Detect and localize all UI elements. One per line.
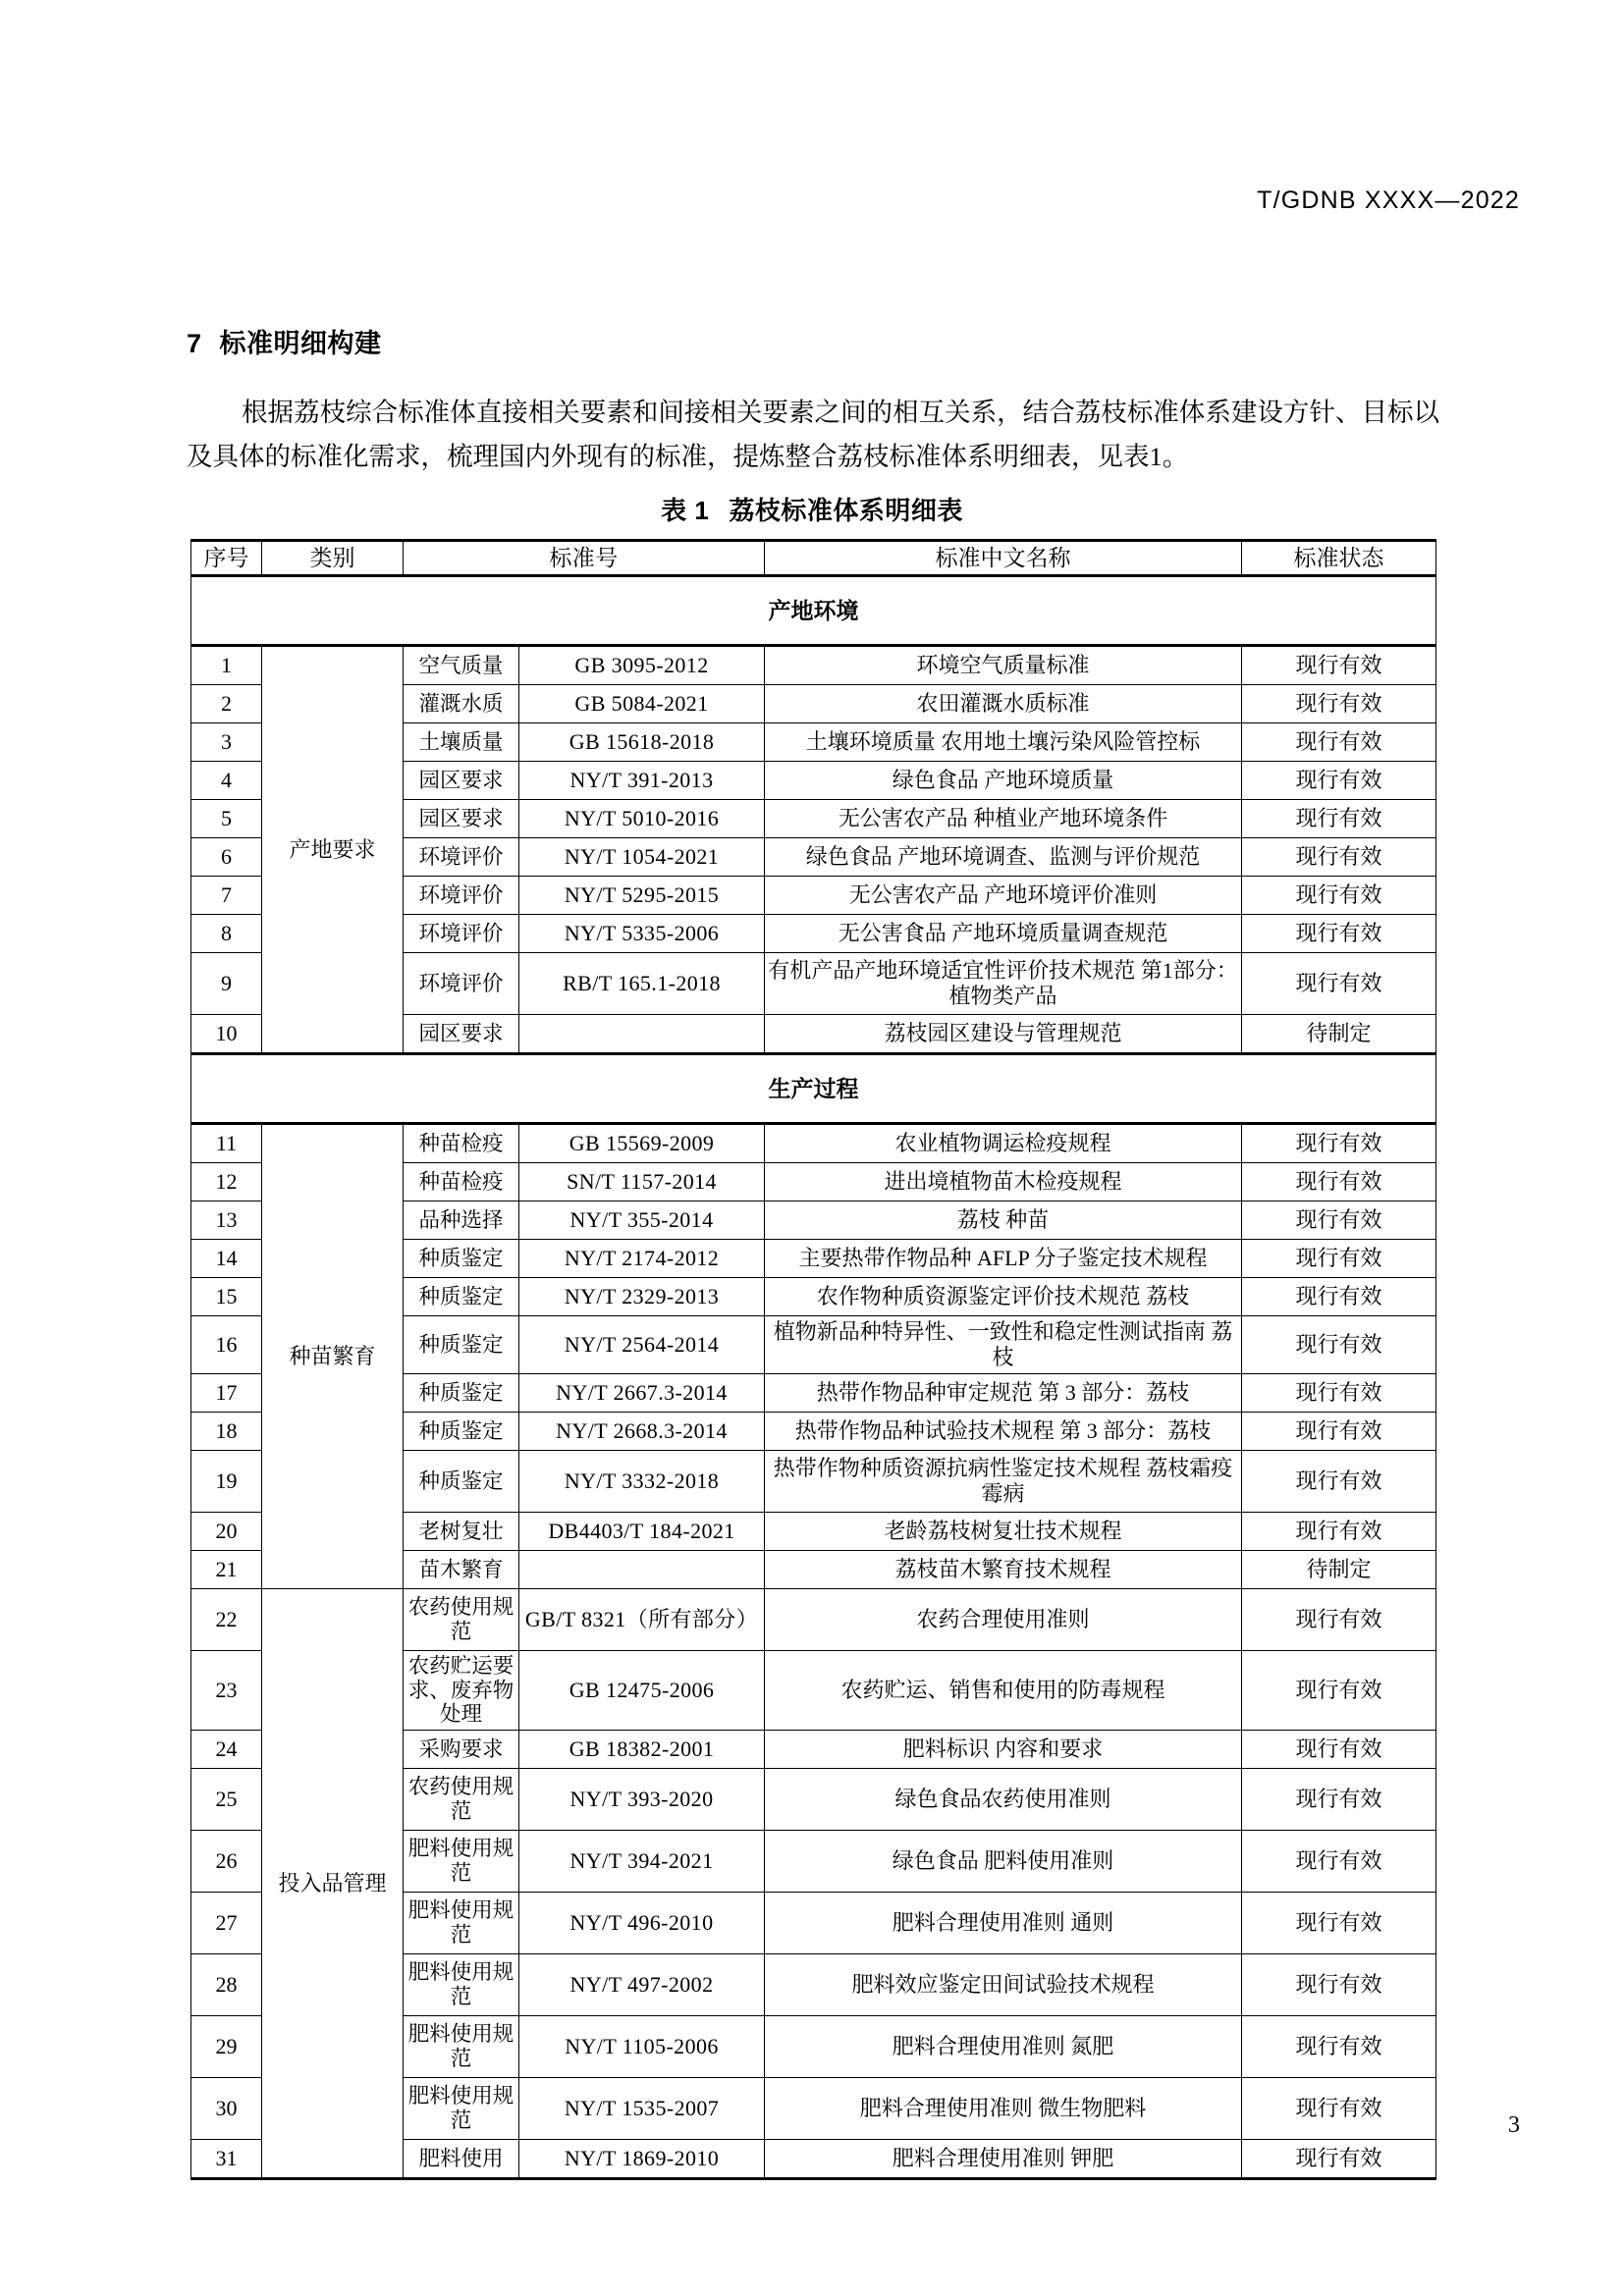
- column-header-name: 标准中文名称: [765, 541, 1242, 576]
- cell-no: 7: [191, 877, 262, 915]
- cell-standard-code: NY/T 496-2010: [519, 1893, 765, 1954]
- cell-standard-name: 植物新品种特异性、一致性和稳定性测试指南 荔枝: [765, 1316, 1242, 1374]
- cell-standard-state: 现行有效: [1242, 1954, 1436, 2016]
- cell-category: 投入品管理: [262, 1589, 404, 2179]
- cell-standard-state: 现行有效: [1242, 1163, 1436, 1201]
- cell-standard-name: 绿色食品 产地环境调查、监测与评价规范: [765, 838, 1242, 877]
- cell-subcategory: 肥料使用规范: [404, 2016, 519, 2078]
- cell-subcategory: 种质鉴定: [404, 1413, 519, 1451]
- cell-subcategory: 空气质量: [404, 646, 519, 685]
- cell-subcategory: 种质鉴定: [404, 1278, 519, 1316]
- cell-standard-code: NY/T 2174-2012: [519, 1240, 765, 1278]
- column-header-state: 标准状态: [1242, 541, 1436, 576]
- cell-subcategory: 肥料使用规范: [404, 1831, 519, 1893]
- cell-no: 10: [191, 1015, 262, 1054]
- cell-subcategory: 采购要求: [404, 1731, 519, 1769]
- cell-standard-code: GB/T 8321（所有部分）: [519, 1589, 765, 1651]
- cell-no: 1: [191, 646, 262, 685]
- cell-standard-name: 肥料合理使用准则 通则: [765, 1893, 1242, 1954]
- cell-standard-code: [519, 1015, 765, 1054]
- cell-standard-state: 现行有效: [1242, 1413, 1436, 1451]
- cell-standard-code: NY/T 1535-2007: [519, 2078, 765, 2140]
- cell-standard-name: 无公害食品 产地环境质量调查规范: [765, 915, 1242, 953]
- cell-standard-name: 肥料合理使用准则 钾肥: [765, 2140, 1242, 2179]
- table-row: [191, 646, 1436, 685]
- cell-standard-code: NY/T 1105-2006: [519, 2016, 765, 2078]
- cell-standard-state: 现行有效: [1242, 838, 1436, 877]
- cell-no: 30: [191, 2078, 262, 2140]
- cell-standard-name: 热带作物品种试验技术规程 第 3 部分：荔枝: [765, 1413, 1242, 1451]
- cell-subcategory: 园区要求: [404, 800, 519, 838]
- column-header-code: 标准号: [404, 541, 765, 576]
- cell-standard-code: GB 18382-2001: [519, 1731, 765, 1769]
- cell-standard-name: 荔枝苗木繁育技术规程: [765, 1551, 1242, 1589]
- cell-no: 17: [191, 1374, 262, 1413]
- page-number: 3: [1508, 2112, 1520, 2138]
- cell-standard-name: 无公害农产品 产地环境评价准则: [765, 877, 1242, 915]
- cell-subcategory: 园区要求: [404, 762, 519, 800]
- cell-standard-code: DB4403/T 184-2021: [519, 1513, 765, 1551]
- cell-standard-code: NY/T 2668.3-2014: [519, 1413, 765, 1451]
- cell-standard-state: 现行有效: [1242, 646, 1436, 685]
- cell-subcategory: 种质鉴定: [404, 1374, 519, 1413]
- cell-no: 22: [191, 1589, 262, 1651]
- cell-standard-state: 现行有效: [1242, 1201, 1436, 1240]
- cell-standard-code: GB 3095-2012: [519, 646, 765, 685]
- cell-standard-state: 现行有效: [1242, 1513, 1436, 1551]
- cell-standard-name: 老龄荔枝树复壮技术规程: [765, 1513, 1242, 1551]
- cell-no: 4: [191, 762, 262, 800]
- cell-category: 种苗繁育: [262, 1124, 404, 1589]
- cell-category: 产地要求: [262, 646, 404, 1054]
- cell-no: 24: [191, 1731, 262, 1769]
- cell-no: 20: [191, 1513, 262, 1551]
- cell-standard-name: 肥料标识 内容和要求: [765, 1731, 1242, 1769]
- cell-standard-name: 肥料效应鉴定田间试验技术规程: [765, 1954, 1242, 2016]
- cell-standard-name: 荔枝 种苗: [765, 1201, 1242, 1240]
- column-header-no: 序号: [191, 541, 262, 576]
- cell-standard-state: 现行有效: [1242, 915, 1436, 953]
- cell-no: 14: [191, 1240, 262, 1278]
- cell-standard-code: NY/T 1869-2010: [519, 2140, 765, 2179]
- cell-standard-state: 现行有效: [1242, 1240, 1436, 1278]
- cell-no: 2: [191, 685, 262, 723]
- cell-standard-name: 农药合理使用准则: [765, 1589, 1242, 1651]
- cell-standard-code: GB 5084-2021: [519, 685, 765, 723]
- cell-standard-name: 肥料合理使用准则 微生物肥料: [765, 2078, 1242, 2140]
- cell-standard-state: 现行有效: [1242, 1893, 1436, 1954]
- cell-standard-code: NY/T 1054-2021: [519, 838, 765, 877]
- cell-standard-code: NY/T 394-2021: [519, 1831, 765, 1893]
- cell-subcategory: 灌溉水质: [404, 685, 519, 723]
- cell-standard-name: 进出境植物苗木检疫规程: [765, 1163, 1242, 1201]
- cell-standard-name: 绿色食品 产地环境质量: [765, 762, 1242, 800]
- cell-standard-state: 现行有效: [1242, 1124, 1436, 1163]
- cell-standard-code: NY/T 2329-2013: [519, 1278, 765, 1316]
- cell-standard-state: 现行有效: [1242, 1769, 1436, 1831]
- cell-standard-code: NY/T 391-2013: [519, 762, 765, 800]
- table-caption-number: 表 1: [661, 496, 710, 525]
- cell-no: 9: [191, 953, 262, 1015]
- cell-subcategory: 肥料使用规范: [404, 2078, 519, 2140]
- cell-no: 8: [191, 915, 262, 953]
- cell-standard-state: 现行有效: [1242, 1451, 1436, 1513]
- cell-standard-name: 土壤环境质量 农用地土壤污染风险管控标: [765, 723, 1242, 762]
- cell-standard-state: 现行有效: [1242, 1278, 1436, 1316]
- cell-standard-code: SN/T 1157-2014: [519, 1163, 765, 1201]
- table-header-row: [191, 541, 1436, 576]
- cell-no: 31: [191, 2140, 262, 2179]
- cell-standard-name: 主要热带作物品种 AFLP 分子鉴定技术规程: [765, 1240, 1242, 1278]
- cell-standard-state: 现行有效: [1242, 877, 1436, 915]
- cell-standard-code: NY/T 5010-2016: [519, 800, 765, 838]
- cell-subcategory: 品种选择: [404, 1201, 519, 1240]
- cell-subcategory: 肥料使用规范: [404, 1954, 519, 2016]
- cell-no: 3: [191, 723, 262, 762]
- cell-standard-code: NY/T 497-2002: [519, 1954, 765, 2016]
- cell-subcategory: 土壤质量: [404, 723, 519, 762]
- cell-standard-state: 待制定: [1242, 1551, 1436, 1589]
- standards-table: [190, 539, 1436, 2180]
- cell-standard-state: 现行有效: [1242, 2078, 1436, 2140]
- cell-no: 18: [191, 1413, 262, 1451]
- cell-standard-name: 农田灌溉水质标准: [765, 685, 1242, 723]
- cell-subcategory: 种质鉴定: [404, 1316, 519, 1374]
- cell-subcategory: 农药使用规范: [404, 1769, 519, 1831]
- column-header-category: 类别: [262, 541, 404, 576]
- cell-subcategory: 肥料使用: [404, 2140, 519, 2179]
- cell-no: 5: [191, 800, 262, 838]
- cell-standard-state: 现行有效: [1242, 1651, 1436, 1731]
- cell-subcategory: 农药贮运要求、废弃物处理: [404, 1651, 519, 1731]
- cell-standard-code: NY/T 5335-2006: [519, 915, 765, 953]
- cell-subcategory: 种苗检疫: [404, 1163, 519, 1201]
- cell-standard-code: NY/T 393-2020: [519, 1769, 765, 1831]
- cell-standard-code: [519, 1551, 765, 1589]
- cell-standard-name: 农业植物调运检疫规程: [765, 1124, 1242, 1163]
- cell-standard-name: 环境空气质量标准: [765, 646, 1242, 685]
- cell-standard-state: 现行有效: [1242, 2016, 1436, 2078]
- cell-subcategory: 环境评价: [404, 877, 519, 915]
- cell-standard-state: 现行有效: [1242, 953, 1436, 1015]
- cell-no: 6: [191, 838, 262, 877]
- cell-standard-name: 绿色食品 肥料使用准则: [765, 1831, 1242, 1893]
- cell-standard-state: 现行有效: [1242, 723, 1436, 762]
- table-caption: [0, 491, 1624, 527]
- running-header: T/GDNB XXXX—2022: [1257, 187, 1520, 214]
- cell-standard-state: 现行有效: [1242, 1374, 1436, 1413]
- cell-no: 19: [191, 1451, 262, 1513]
- table-row: [191, 1124, 1436, 1163]
- table-caption-title: 荔枝标准体系明细表: [729, 496, 963, 525]
- cell-standard-name: 有机产品产地环境适宜性评价技术规范 第1部分：植物类产品: [765, 953, 1242, 1015]
- cell-standard-code: GB 15618-2018: [519, 723, 765, 762]
- cell-standard-state: 现行有效: [1242, 1831, 1436, 1893]
- cell-standard-name: 热带作物品种审定规范 第 3 部分：荔枝: [765, 1374, 1242, 1413]
- cell-subcategory: 种质鉴定: [404, 1240, 519, 1278]
- cell-subcategory: 种质鉴定: [404, 1451, 519, 1513]
- table-row: [191, 1589, 1436, 1651]
- table-group-row: [191, 576, 1436, 646]
- cell-subcategory: 环境评价: [404, 915, 519, 953]
- cell-subcategory: 苗木繁育: [404, 1551, 519, 1589]
- cell-no: 13: [191, 1201, 262, 1240]
- cell-standard-code: NY/T 5295-2015: [519, 877, 765, 915]
- group-title: 产地环境: [191, 576, 1436, 646]
- cell-standard-name: 无公害农产品 种植业产地环境条件: [765, 800, 1242, 838]
- cell-subcategory: 种苗检疫: [404, 1124, 519, 1163]
- cell-no: 25: [191, 1769, 262, 1831]
- clause-number: 7: [187, 329, 202, 358]
- cell-standard-name: 荔枝园区建设与管理规范: [765, 1015, 1242, 1054]
- cell-no: 23: [191, 1651, 262, 1731]
- cell-standard-code: GB 15569-2009: [519, 1124, 765, 1163]
- cell-no: 27: [191, 1893, 262, 1954]
- cell-no: 16: [191, 1316, 262, 1374]
- standards-table-wrap: [190, 539, 1435, 2180]
- cell-standard-name: 绿色食品农药使用准则: [765, 1769, 1242, 1831]
- cell-subcategory: 农药使用规范: [404, 1589, 519, 1651]
- cell-standard-name: 农药贮运、销售和使用的防毒规程: [765, 1651, 1242, 1731]
- cell-subcategory: 园区要求: [404, 1015, 519, 1054]
- body-paragraph: 根据荔枝综合标准体直接相关要素和间接相关要素之间的相互关系，结合荔枝标准体系建设方针、目标以及具体的标准化需求，梳理国内外现有的标准，提炼整合荔枝标准体系明细表，见表1。: [187, 398, 1439, 471]
- cell-subcategory: 老树复壮: [404, 1513, 519, 1551]
- cell-standard-code: NY/T 2564-2014: [519, 1316, 765, 1374]
- cell-standard-state: 现行有效: [1242, 685, 1436, 723]
- cell-no: 21: [191, 1551, 262, 1589]
- cell-standard-name: 热带作物种质资源抗病性鉴定技术规程 荔枝霜疫霉病: [765, 1451, 1242, 1513]
- cell-standard-state: 现行有效: [1242, 800, 1436, 838]
- table-group-row: [191, 1054, 1436, 1124]
- cell-no: 26: [191, 1831, 262, 1893]
- group-title: 生产过程: [191, 1054, 1436, 1124]
- cell-no: 29: [191, 2016, 262, 2078]
- cell-subcategory: 环境评价: [404, 838, 519, 877]
- cell-standard-name: 农作物种质资源鉴定评价技术规范 荔枝: [765, 1278, 1242, 1316]
- cell-standard-state: 现行有效: [1242, 762, 1436, 800]
- cell-standard-name: 肥料合理使用准则 氮肥: [765, 2016, 1242, 2078]
- cell-subcategory: 环境评价: [404, 953, 519, 1015]
- cell-standard-state: 现行有效: [1242, 1316, 1436, 1374]
- cell-no: 15: [191, 1278, 262, 1316]
- clause-title: 标准明细构建: [219, 329, 382, 358]
- cell-standard-state: 现行有效: [1242, 2140, 1436, 2179]
- cell-standard-code: NY/T 355-2014: [519, 1201, 765, 1240]
- cell-standard-code: GB 12475-2006: [519, 1651, 765, 1731]
- cell-no: 11: [191, 1124, 262, 1163]
- cell-standard-code: RB/T 165.1-2018: [519, 953, 765, 1015]
- clause-heading: [187, 322, 382, 360]
- cell-no: 28: [191, 1954, 262, 2016]
- cell-no: 12: [191, 1163, 262, 1201]
- cell-standard-state: 现行有效: [1242, 1589, 1436, 1651]
- cell-standard-code: NY/T 2667.3-2014: [519, 1374, 765, 1413]
- cell-standard-state: 待制定: [1242, 1015, 1436, 1054]
- cell-subcategory: 肥料使用规范: [404, 1893, 519, 1954]
- cell-standard-state: 现行有效: [1242, 1731, 1436, 1769]
- cell-standard-code: NY/T 3332-2018: [519, 1451, 765, 1513]
